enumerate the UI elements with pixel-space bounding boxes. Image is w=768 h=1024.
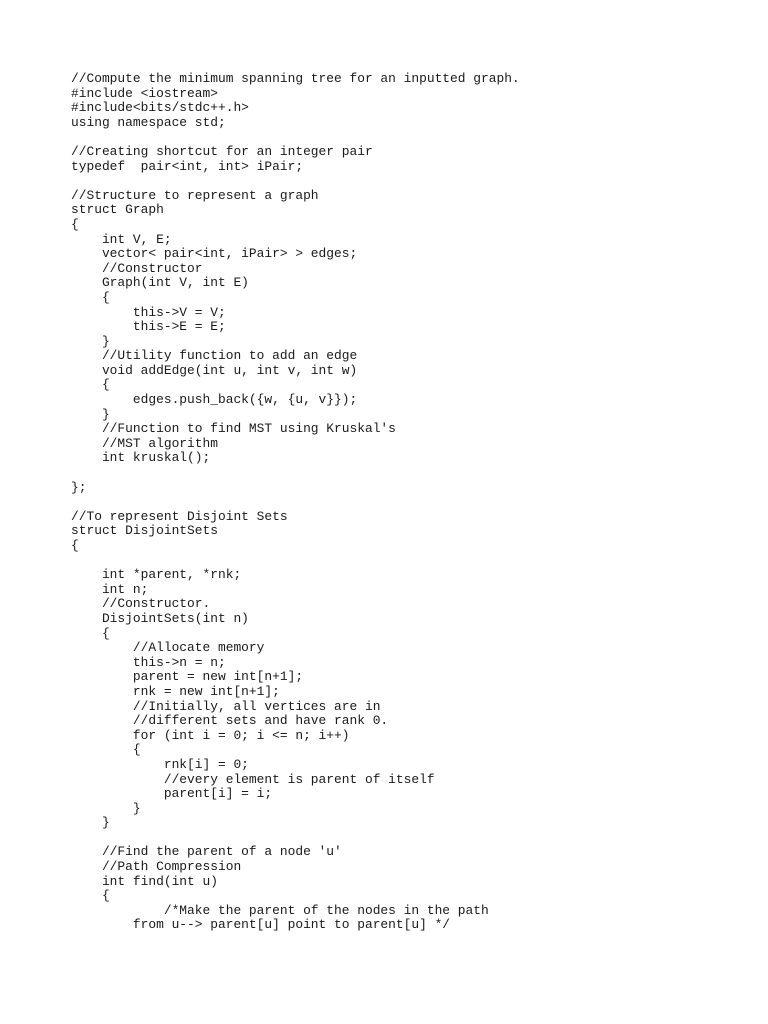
- code-line: //every element is parent of itself: [71, 771, 435, 787]
- code-line: {: [71, 625, 110, 641]
- code-line: //MST algorithm: [71, 435, 218, 451]
- code-line: int find(int u): [71, 873, 218, 889]
- code-line: //Creating shortcut for an integer pair: [71, 143, 373, 159]
- code-line: typedef pair<int, int> iPair;: [71, 158, 304, 174]
- blank-line: [71, 831, 751, 846]
- blank-line: [71, 130, 751, 145]
- code-line: {: [71, 377, 110, 393]
- code-line: int n;: [71, 581, 149, 597]
- code-line: this->V = V;: [71, 304, 226, 320]
- code-line: from u--> parent[u] point to parent[u] */: [71, 917, 451, 933]
- code-line: //Function to find MST using Kruskal's: [71, 421, 396, 437]
- code-line: parent = new int[n+1];: [71, 669, 304, 685]
- code-line: //different sets and have rank 0.: [71, 713, 389, 729]
- code-line: #include<bits/stdc++.h>: [71, 100, 249, 116]
- code-line: //Constructor.: [71, 596, 211, 612]
- code-line: }: [71, 333, 110, 349]
- code-line: {: [71, 742, 141, 758]
- code-line: //Constructor: [71, 260, 203, 276]
- blank-line: [71, 174, 751, 189]
- code-line: vector< pair<int, iPair> > edges;: [71, 246, 358, 262]
- code-line: rnk = new int[n+1];: [71, 683, 280, 699]
- code-line: //Compute the minimum spanning tree for an inputted graph.: [71, 71, 520, 86]
- code-line: }: [71, 406, 110, 422]
- blank-line: [71, 466, 751, 481]
- code-line: //Allocate memory: [71, 640, 265, 656]
- code-line: #include <iostream>: [71, 85, 218, 101]
- code-line: {: [71, 888, 110, 904]
- code-line: //Path Compression: [71, 859, 242, 875]
- code-line: edges.push_back({w, {u, v}});: [71, 392, 358, 408]
- code-line: //Utility function to add an edge: [71, 348, 358, 364]
- code-line: {: [71, 216, 79, 232]
- code-line: //Initially, all vertices are in: [71, 698, 381, 714]
- code-line: //To represent Disjoint Sets: [71, 508, 288, 524]
- code-line: using namespace std;: [71, 114, 226, 130]
- code-line: for (int i = 0; i <= n; i++): [71, 727, 350, 743]
- code-line: Graph(int V, int E): [71, 275, 249, 291]
- code-line: }: [71, 815, 110, 831]
- code-line: this->E = E;: [71, 319, 226, 335]
- code-line: //Structure to represent a graph: [71, 187, 319, 203]
- blank-line: [71, 495, 751, 510]
- code-line: {: [71, 289, 110, 305]
- code-line: DisjointSets(int n): [71, 610, 249, 626]
- code-line: rnk[i] = 0;: [71, 756, 249, 772]
- code-line: {: [71, 538, 79, 553]
- code-line: this->n = n;: [71, 654, 226, 670]
- code-listing: [71, 72, 751, 933]
- code-line: };: [71, 479, 87, 495]
- code-line: int V, E;: [71, 231, 172, 247]
- code-line: int *parent, *rnk;: [71, 567, 242, 583]
- code-line: /*Make the parent of the nodes in the path: [71, 902, 489, 918]
- code-line: int kruskal();: [71, 450, 211, 466]
- code-line: void addEdge(int u, int v, int w): [71, 362, 358, 378]
- code-line: }: [71, 800, 141, 816]
- code-line: struct DisjointSets: [71, 523, 218, 539]
- code-line: struct Graph: [71, 202, 164, 218]
- code-line: //Find the parent of a node 'u': [71, 844, 342, 860]
- code-line: parent[i] = i;: [71, 786, 273, 802]
- blank-line: [71, 554, 751, 569]
